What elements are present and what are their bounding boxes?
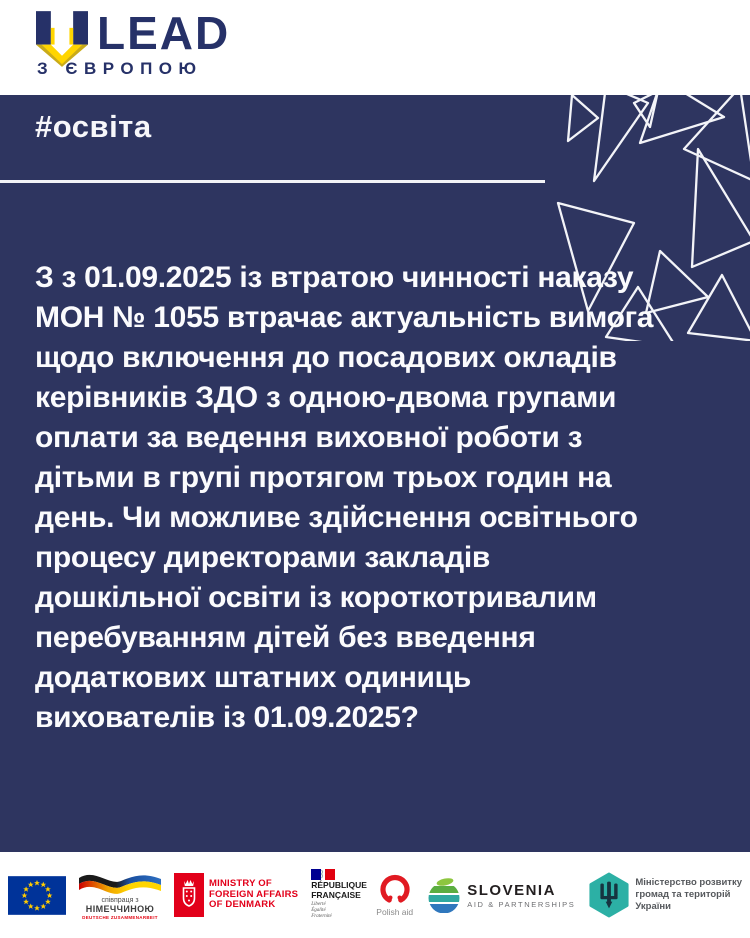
polish-aid-ring-icon [377,874,413,907]
slovenia-aid-logo [426,877,575,914]
text-line: вихователів із 01.09.2025? [35,701,419,734]
danish-crest-icon [174,873,204,917]
text-line: щодо включення до посадових окладів [35,341,617,374]
divider-line [0,180,545,183]
ukraine-ministry-text: Міністерство розвитку громад та територій України [635,877,742,912]
text-line: керівників ЗДО з одною-двома групами [35,381,617,414]
german-ukrainian-wave-icon [79,870,161,896]
brand-tagline: З ЄВРОПОЮ [37,59,203,78]
tryzub-hexagon-icon [588,872,630,918]
brand-wordmark: LEAD [97,7,231,59]
ukraine-ministry-logo [588,872,742,918]
text-line: МОН № 1055 втрачає актуальність вимога [35,301,654,334]
text-line: день. Чи можливе здійснення освітнього [35,501,638,534]
slovenia-title: SLOVENIA [467,881,556,899]
eu-flag-icon [8,876,66,915]
main-panel [0,95,750,852]
partner-logos-footer [0,852,750,938]
text-line: оплати за ведення виховної роботи з [35,421,583,454]
slovenia-leaf-icon [426,877,462,914]
text-line: процесу директорами закладів [35,541,491,574]
german-cooperation-logo [79,870,161,920]
text-line: З з 01.09.2025 із втратою чинності наказу [35,261,634,294]
french-flag-icon [311,869,335,880]
text-line: перебуванням дітей без введення [35,621,536,654]
france-motto: Liberté Égalité Fraternité [311,901,332,920]
slovenia-subtitle: AID & PARTNERSHIPS [467,899,576,909]
denmark-mfa-logo [174,873,298,917]
polish-aid-label: Polish aid [376,906,414,917]
hashtag-label: #освіта [35,109,152,144]
denmark-mfa-text: MINISTRY OF FOREIGN AFFAIRS OF DENMARK [209,877,299,911]
german-coop-text-line3: DEUTSCHE ZUSAMMENARBEIT [82,915,158,920]
question-text [35,258,735,738]
header [0,0,750,95]
polish-aid-logo [376,874,413,917]
france-title: RÉPUBLIQUE FRANÇAISE [311,880,367,900]
text-line: додаткових штатних одиниць [35,661,471,694]
eu-flag-logo [8,876,66,915]
text-line: дошкільної освіти із короткотривалим [35,581,597,614]
france-republic-logo [311,869,367,920]
german-coop-text-line1: співпраця з [101,897,139,904]
german-coop-text-line2: НІМЕЧЧИНОЮ [85,904,155,914]
text-line: дітьми в групі протягом трьох годин на [35,461,612,494]
